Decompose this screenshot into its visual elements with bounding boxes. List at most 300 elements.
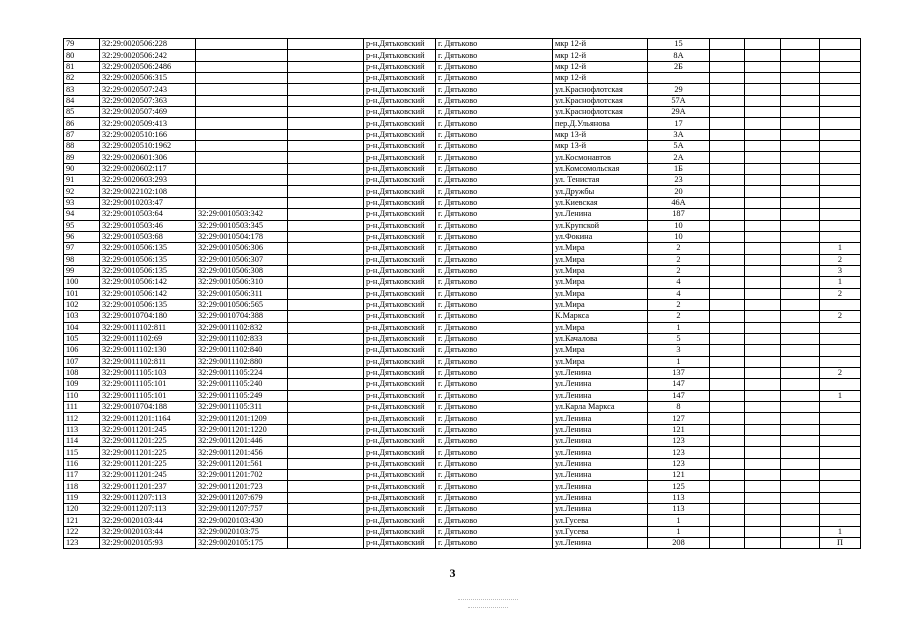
- street-cell: ул.Дружбы: [553, 186, 648, 197]
- blank-column-cell: [781, 322, 820, 333]
- city-cell: г. Дятьково: [436, 436, 553, 447]
- cadastral-number-building-cell: 32:29:0011201:1220: [196, 424, 288, 435]
- blank-column-cell: [745, 209, 781, 220]
- row-number-cell: 104: [64, 322, 100, 333]
- table-row: [64, 538, 861, 549]
- table-row: [64, 322, 861, 333]
- apartment-number-cell: [820, 50, 861, 61]
- blank-column-cell: [710, 95, 745, 106]
- district-cell: р-н.Дятьковский: [364, 243, 436, 254]
- blank-column-cell: [745, 73, 781, 84]
- apartment-number-cell: [820, 129, 861, 140]
- row-number-cell: 117: [64, 470, 100, 481]
- blank-column-cell: [781, 367, 820, 378]
- cadastral-number-building-cell: 32:29:0011207:757: [196, 504, 288, 515]
- street-cell: ул.Ленина: [553, 379, 648, 390]
- blank-column-cell: [745, 118, 781, 129]
- blank-column-cell: [781, 504, 820, 515]
- street-cell: ул.Краснофлотская: [553, 84, 648, 95]
- apartment-number-cell: [820, 197, 861, 208]
- cadastral-number-land-cell: 32:29:0011207:113: [100, 504, 196, 515]
- district-cell: р-н.Дятьковский: [364, 504, 436, 515]
- apartment-number-cell: [820, 515, 861, 526]
- district-cell: р-н.Дятьковский: [364, 197, 436, 208]
- apartment-number-cell: [820, 481, 861, 492]
- blank-column-cell: [781, 118, 820, 129]
- table-row: [64, 515, 861, 526]
- row-number-cell: 123: [64, 538, 100, 549]
- district-cell: р-н.Дятьковский: [364, 447, 436, 458]
- blank-column-cell: [745, 299, 781, 310]
- street-cell: К.Маркса: [553, 311, 648, 322]
- cadastral-number-land-cell: 32:29:0010203:47: [100, 197, 196, 208]
- cadastral-number-building-cell: 32:29:0011201:561: [196, 458, 288, 469]
- cadastral-number-building-cell: 32:29:0010704:388: [196, 311, 288, 322]
- street-cell: ул.Краснофлотская: [553, 95, 648, 106]
- blank-column-cell: [781, 526, 820, 537]
- blank-column-cell: [710, 492, 745, 503]
- cadastral-number-building-cell: 32:29:0011201:446: [196, 436, 288, 447]
- city-cell: г. Дятьково: [436, 231, 553, 242]
- cadastral-number-land-cell: 32:29:0010506:135: [100, 265, 196, 276]
- cadastral-number-land-cell: 32:29:0011102:130: [100, 345, 196, 356]
- row-number-cell: 82: [64, 73, 100, 84]
- cadastral-number-land-cell: 32:29:0010704:180: [100, 311, 196, 322]
- blank-column-cell: [745, 515, 781, 526]
- house-number-cell: 3: [648, 345, 710, 356]
- table-row: [64, 186, 861, 197]
- city-cell: г. Дятьково: [436, 333, 553, 344]
- blank-column-cell: [710, 379, 745, 390]
- blank-column-cell: [781, 152, 820, 163]
- apartment-number-cell: 1: [820, 277, 861, 288]
- cadastral-number-land-cell: 32:29:0011102:811: [100, 322, 196, 333]
- city-cell: г. Дятьково: [436, 50, 553, 61]
- document-sheet: [63, 38, 861, 549]
- cadastral-number-land-cell: 32:29:0010506:135: [100, 299, 196, 310]
- blank-column-cell: [781, 186, 820, 197]
- blank-column-cell: [710, 186, 745, 197]
- row-number-cell: 122: [64, 526, 100, 537]
- city-cell: г. Дятьково: [436, 73, 553, 84]
- street-cell: ул.Ленина: [553, 492, 648, 503]
- city-cell: г. Дятьково: [436, 254, 553, 265]
- row-number-cell: 109: [64, 379, 100, 390]
- blank-column-cell: [288, 39, 364, 50]
- cadastral-number-building-cell: [196, 152, 288, 163]
- cadastral-number-building-cell: 32:29:0011102:832: [196, 322, 288, 333]
- cadastral-number-building-cell: [196, 163, 288, 174]
- cadastral-number-land-cell: 32:29:0020103:44: [100, 526, 196, 537]
- blank-column-cell: [745, 220, 781, 231]
- house-number-cell: 147: [648, 390, 710, 401]
- district-cell: р-н.Дятьковский: [364, 50, 436, 61]
- blank-column-cell: [710, 277, 745, 288]
- apartment-number-cell: [820, 163, 861, 174]
- blank-column-cell: [745, 526, 781, 537]
- cadastral-number-building-cell: 32:29:0011105:240: [196, 379, 288, 390]
- street-cell: ул.Ленина: [553, 458, 648, 469]
- blank-column-cell: [745, 402, 781, 413]
- street-cell: ул.Космонавтов: [553, 152, 648, 163]
- street-cell: пер.Д.Ульянова: [553, 118, 648, 129]
- blank-column-cell: [288, 73, 364, 84]
- blank-column-cell: [710, 141, 745, 152]
- row-number-cell: 88: [64, 141, 100, 152]
- blank-column-cell: [288, 231, 364, 242]
- cadastral-number-building-cell: [196, 39, 288, 50]
- cadastral-number-building-cell: [196, 129, 288, 140]
- cadastral-number-building-cell: 32:29:0010503:342: [196, 209, 288, 220]
- blank-column-cell: [288, 141, 364, 152]
- city-cell: г. Дятьково: [436, 504, 553, 515]
- city-cell: г. Дятьково: [436, 277, 553, 288]
- street-cell: ул.Ленина: [553, 447, 648, 458]
- row-number-cell: 120: [64, 504, 100, 515]
- street-cell: ул.Краснофлотская: [553, 107, 648, 118]
- cadastral-number-land-cell: 32:29:0020506:2486: [100, 61, 196, 72]
- row-number-cell: 106: [64, 345, 100, 356]
- blank-column-cell: [745, 243, 781, 254]
- blank-column-cell: [781, 288, 820, 299]
- table-row: [64, 356, 861, 367]
- district-cell: р-н.Дятьковский: [364, 175, 436, 186]
- cadastral-number-building-cell: 32:29:0011105:224: [196, 367, 288, 378]
- table-row: [64, 265, 861, 276]
- blank-column-cell: [745, 197, 781, 208]
- street-cell: ул.Гусева: [553, 515, 648, 526]
- street-cell: мкр 12-й: [553, 50, 648, 61]
- cadastral-number-building-cell: [196, 95, 288, 106]
- city-cell: г. Дятьково: [436, 129, 553, 140]
- blank-column-cell: [781, 254, 820, 265]
- blank-column-cell: [288, 436, 364, 447]
- table-row: [64, 50, 861, 61]
- blank-column-cell: [710, 61, 745, 72]
- district-cell: р-н.Дятьковский: [364, 39, 436, 50]
- district-cell: р-н.Дятьковский: [364, 220, 436, 231]
- street-cell: ул.Мира: [553, 243, 648, 254]
- blank-column-cell: [745, 254, 781, 265]
- house-number-cell: 2: [648, 299, 710, 310]
- cadastral-number-building-cell: [196, 61, 288, 72]
- city-cell: г. Дятьково: [436, 402, 553, 413]
- apartment-number-cell: 2: [820, 311, 861, 322]
- blank-column-cell: [781, 243, 820, 254]
- cadastral-number-land-cell: 32:29:0010704:188: [100, 402, 196, 413]
- apartment-number-cell: [820, 345, 861, 356]
- table-row: [64, 231, 861, 242]
- blank-column-cell: [288, 197, 364, 208]
- district-cell: р-н.Дятьковский: [364, 288, 436, 299]
- blank-column-cell: [710, 163, 745, 174]
- blank-column-cell: [710, 504, 745, 515]
- blank-column-cell: [745, 50, 781, 61]
- house-number-cell: 1: [648, 515, 710, 526]
- table-row: [64, 152, 861, 163]
- table-row: [64, 277, 861, 288]
- row-number-cell: 101: [64, 288, 100, 299]
- city-cell: г. Дятьково: [436, 186, 553, 197]
- blank-column-cell: [781, 265, 820, 276]
- cadastral-number-building-cell: 32:29:0010506:565: [196, 299, 288, 310]
- house-number-cell: 123: [648, 436, 710, 447]
- blank-column-cell: [745, 107, 781, 118]
- house-number-cell: 8: [648, 402, 710, 413]
- blank-column-cell: [288, 288, 364, 299]
- apartment-number-cell: 1: [820, 526, 861, 537]
- blank-column-cell: [710, 436, 745, 447]
- apartment-number-cell: [820, 424, 861, 435]
- cadastral-number-building-cell: 32:29:0011201:723: [196, 481, 288, 492]
- city-cell: г. Дятьково: [436, 243, 553, 254]
- row-number-cell: 103: [64, 311, 100, 322]
- street-cell: ул.Ленина: [553, 538, 648, 549]
- house-number-cell: 2А: [648, 152, 710, 163]
- blank-column-cell: [745, 84, 781, 95]
- house-number-cell: 127: [648, 413, 710, 424]
- cadastral-number-land-cell: 32:29:0011105:101: [100, 390, 196, 401]
- city-cell: г. Дятьково: [436, 390, 553, 401]
- blank-column-cell: [710, 322, 745, 333]
- blank-column-cell: [781, 73, 820, 84]
- street-cell: ул.Мира: [553, 345, 648, 356]
- blank-column-cell: [781, 220, 820, 231]
- apartment-number-cell: [820, 379, 861, 390]
- street-cell: ул.Мира: [553, 356, 648, 367]
- blank-column-cell: [781, 231, 820, 242]
- table-row: [64, 254, 861, 265]
- district-cell: р-н.Дятьковский: [364, 163, 436, 174]
- blank-column-cell: [710, 118, 745, 129]
- cadastral-number-land-cell: 32:29:0011201:245: [100, 470, 196, 481]
- table-row: [64, 413, 861, 424]
- district-cell: р-н.Дятьковский: [364, 345, 436, 356]
- cadastral-number-building-cell: [196, 186, 288, 197]
- street-cell: ул.Ленина: [553, 504, 648, 515]
- table-row: [64, 197, 861, 208]
- street-cell: ул.Ленина: [553, 481, 648, 492]
- blank-column-cell: [288, 243, 364, 254]
- district-cell: р-н.Дятьковский: [364, 186, 436, 197]
- blank-column-cell: [710, 243, 745, 254]
- blank-column-cell: [745, 288, 781, 299]
- blank-column-cell: [745, 436, 781, 447]
- blank-column-cell: [288, 95, 364, 106]
- house-number-cell: 1: [648, 356, 710, 367]
- table-row: [64, 458, 861, 469]
- cadastral-number-building-cell: 32:29:0011102:880: [196, 356, 288, 367]
- table-row: [64, 220, 861, 231]
- cadastral-number-land-cell: 32:29:0020507:243: [100, 84, 196, 95]
- district-cell: р-н.Дятьковский: [364, 311, 436, 322]
- district-cell: р-н.Дятьковский: [364, 95, 436, 106]
- district-cell: р-н.Дятьковский: [364, 84, 436, 95]
- apartment-number-cell: [820, 333, 861, 344]
- blank-column-cell: [288, 175, 364, 186]
- page-number: 3: [449, 566, 456, 580]
- city-cell: г. Дятьково: [436, 299, 553, 310]
- blank-column-cell: [288, 481, 364, 492]
- blank-column-cell: [288, 118, 364, 129]
- district-cell: р-н.Дятьковский: [364, 515, 436, 526]
- cadastral-number-building-cell: 32:29:0011201:456: [196, 447, 288, 458]
- blank-column-cell: [745, 458, 781, 469]
- blank-column-cell: [288, 209, 364, 220]
- blank-column-cell: [288, 470, 364, 481]
- table-row: [64, 504, 861, 515]
- house-number-cell: 4: [648, 277, 710, 288]
- house-number-cell: [648, 73, 710, 84]
- house-number-cell: 1Б: [648, 163, 710, 174]
- cadastral-number-building-cell: 32:29:0011102:833: [196, 333, 288, 344]
- blank-column-cell: [710, 345, 745, 356]
- table-row: [64, 163, 861, 174]
- house-number-cell: 3А: [648, 129, 710, 140]
- row-number-cell: 118: [64, 481, 100, 492]
- cadastral-number-land-cell: 32:29:0011201:225: [100, 458, 196, 469]
- blank-column-cell: [745, 231, 781, 242]
- house-number-cell: 113: [648, 492, 710, 503]
- blank-column-cell: [710, 50, 745, 61]
- house-number-cell: 10: [648, 220, 710, 231]
- blank-column-cell: [710, 254, 745, 265]
- table-row: [64, 243, 861, 254]
- cadastral-number-building-cell: 32:29:0010506:308: [196, 265, 288, 276]
- district-cell: р-н.Дятьковский: [364, 424, 436, 435]
- row-number-cell: 115: [64, 447, 100, 458]
- city-cell: г. Дятьково: [436, 481, 553, 492]
- district-cell: р-н.Дятьковский: [364, 129, 436, 140]
- blank-column-cell: [710, 458, 745, 469]
- apartment-number-cell: [820, 209, 861, 220]
- blank-column-cell: [745, 379, 781, 390]
- district-cell: р-н.Дятьковский: [364, 526, 436, 537]
- house-number-cell: 1: [648, 526, 710, 537]
- blank-column-cell: [288, 379, 364, 390]
- table-row: [64, 141, 861, 152]
- cadastral-number-land-cell: 32:29:0020506:242: [100, 50, 196, 61]
- blank-column-cell: [710, 367, 745, 378]
- blank-column-cell: [745, 175, 781, 186]
- blank-column-cell: [745, 367, 781, 378]
- district-cell: р-н.Дятьковский: [364, 118, 436, 129]
- district-cell: р-н.Дятьковский: [364, 492, 436, 503]
- apartment-number-cell: П: [820, 538, 861, 549]
- blank-column-cell: [710, 538, 745, 549]
- house-number-cell: 123: [648, 447, 710, 458]
- blank-column-cell: [745, 413, 781, 424]
- table-row: [64, 84, 861, 95]
- blank-column-cell: [781, 197, 820, 208]
- house-number-cell: 2Б: [648, 61, 710, 72]
- city-cell: г. Дятьково: [436, 61, 553, 72]
- cadastral-number-building-cell: 32:29:0011105:311: [196, 402, 288, 413]
- house-number-cell: 2: [648, 311, 710, 322]
- blank-column-cell: [710, 265, 745, 276]
- row-number-cell: 107: [64, 356, 100, 367]
- row-number-cell: 94: [64, 209, 100, 220]
- blank-column-cell: [781, 84, 820, 95]
- cadastral-number-building-cell: 32:29:0011105:249: [196, 390, 288, 401]
- city-cell: г. Дятьково: [436, 515, 553, 526]
- street-cell: ул.Мира: [553, 254, 648, 265]
- apartment-number-cell: [820, 458, 861, 469]
- row-number-cell: 105: [64, 333, 100, 344]
- cadastral-number-land-cell: 32:29:0010506:135: [100, 254, 196, 265]
- cadastral-number-land-cell: 32:29:0020506:228: [100, 39, 196, 50]
- street-cell: мкр 12-й: [553, 39, 648, 50]
- blank-column-cell: [781, 333, 820, 344]
- house-number-cell: 46А: [648, 197, 710, 208]
- blank-column-cell: [781, 424, 820, 435]
- street-cell: ул.Мира: [553, 288, 648, 299]
- blank-column-cell: [781, 299, 820, 310]
- blank-column-cell: [710, 152, 745, 163]
- blank-column-cell: [288, 515, 364, 526]
- street-cell: ул.Мира: [553, 299, 648, 310]
- table-row: [64, 379, 861, 390]
- table-row: [64, 107, 861, 118]
- blank-column-cell: [288, 84, 364, 95]
- blank-column-cell: [710, 515, 745, 526]
- row-number-cell: 83: [64, 84, 100, 95]
- district-cell: р-н.Дятьковский: [364, 379, 436, 390]
- blank-column-cell: [710, 197, 745, 208]
- district-cell: р-н.Дятьковский: [364, 61, 436, 72]
- cadastral-number-building-cell: 32:29:0020105:175: [196, 538, 288, 549]
- blank-column-cell: [745, 470, 781, 481]
- apartment-number-cell: [820, 231, 861, 242]
- city-cell: г. Дятьково: [436, 526, 553, 537]
- apartment-number-cell: 1: [820, 243, 861, 254]
- apartment-number-cell: [820, 152, 861, 163]
- table-row: [64, 481, 861, 492]
- row-number-cell: 100: [64, 277, 100, 288]
- blank-column-cell: [710, 209, 745, 220]
- district-cell: р-н.Дятьковский: [364, 322, 436, 333]
- row-number-cell: 116: [64, 458, 100, 469]
- row-number-cell: 110: [64, 390, 100, 401]
- cadastral-number-land-cell: 32:29:0011201:245: [100, 424, 196, 435]
- row-number-cell: 108: [64, 367, 100, 378]
- street-cell: ул.Карла Маркса: [553, 402, 648, 413]
- blank-column-cell: [288, 492, 364, 503]
- row-number-cell: 84: [64, 95, 100, 106]
- blank-column-cell: [710, 299, 745, 310]
- city-cell: г. Дятьково: [436, 470, 553, 481]
- cadastral-number-land-cell: 32:29:0011201:1164: [100, 413, 196, 424]
- street-cell: ул.Мира: [553, 265, 648, 276]
- blank-column-cell: [745, 311, 781, 322]
- blank-column-cell: [710, 402, 745, 413]
- city-cell: г. Дятьково: [436, 322, 553, 333]
- row-number-cell: 89: [64, 152, 100, 163]
- blank-column-cell: [710, 175, 745, 186]
- row-number-cell: 121: [64, 515, 100, 526]
- city-cell: г. Дятьково: [436, 118, 553, 129]
- table-row: [64, 299, 861, 310]
- apartment-number-cell: [820, 356, 861, 367]
- house-number-cell: 29: [648, 84, 710, 95]
- blank-column-cell: [288, 61, 364, 72]
- cadastral-number-building-cell: 32:29:0011201:1209: [196, 413, 288, 424]
- blank-column-cell: [781, 163, 820, 174]
- table-row: [64, 61, 861, 72]
- blank-column-cell: [710, 129, 745, 140]
- blank-column-cell: [288, 311, 364, 322]
- blank-column-cell: [710, 231, 745, 242]
